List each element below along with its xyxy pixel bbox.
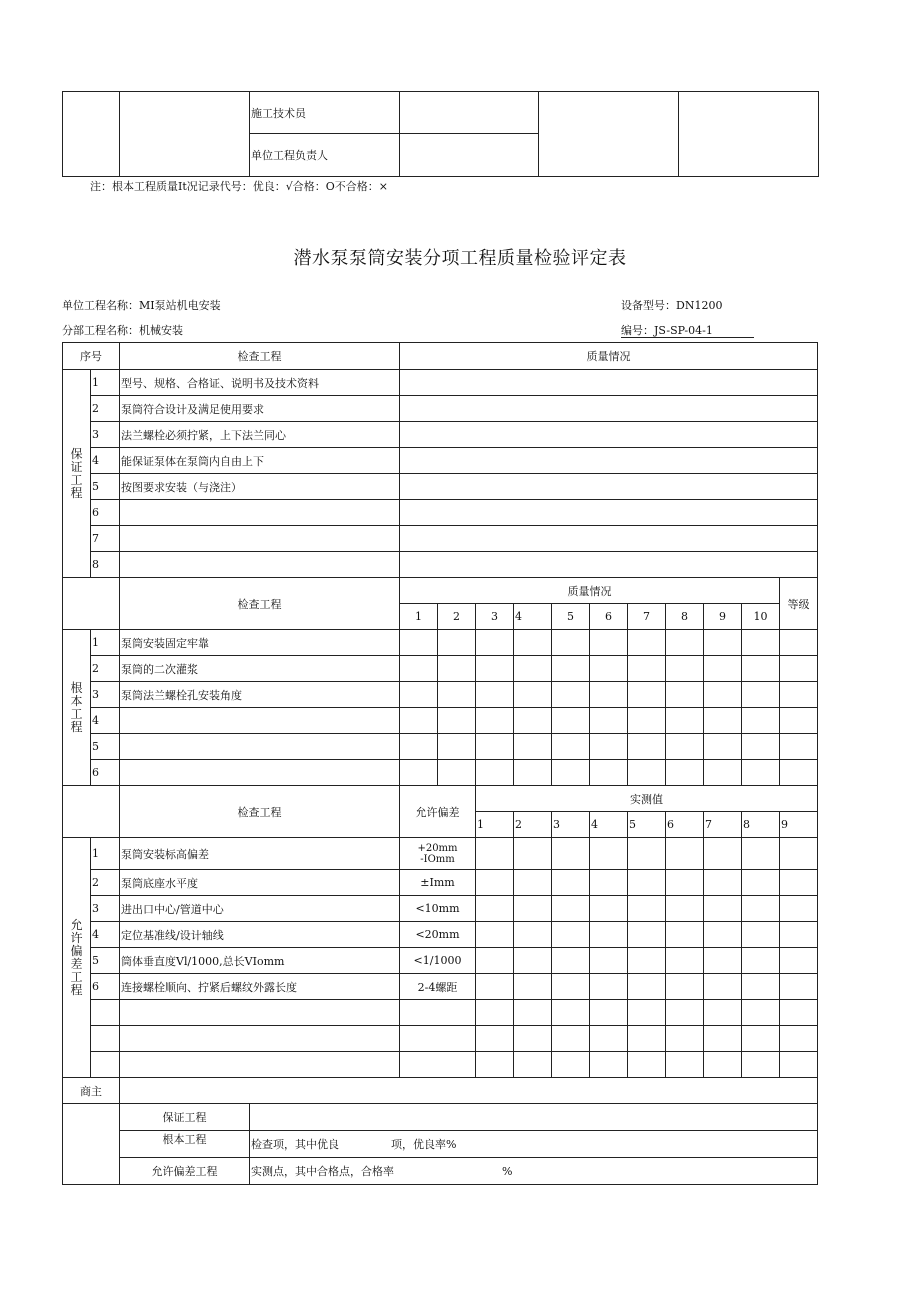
equipment-model: 设备型号：DN1200: [621, 299, 723, 312]
top-blank-cell: [120, 92, 250, 177]
basic-row-number: 6: [91, 760, 120, 786]
basic-col-number: 10: [742, 604, 780, 630]
guarantee-row-quality: [400, 396, 818, 422]
tol-row-number: [91, 1052, 120, 1078]
basic-col-number: 6: [590, 604, 628, 630]
tol-row-allowed: <1/1000: [400, 948, 476, 974]
tol-row-number: 5: [91, 948, 120, 974]
guarantee-row-quality: [400, 526, 818, 552]
check-item-header: 检查工程: [120, 343, 400, 370]
summary-blank: [120, 1078, 818, 1104]
basic-col-number: 8: [666, 604, 704, 630]
tol-row-allowed: 2-4螺距: [400, 974, 476, 1000]
tol-row-allowed: +20mm -IOmm: [400, 838, 476, 870]
tol-row-allowed: <20mm: [400, 922, 476, 948]
tol-col-number: 1: [476, 812, 514, 838]
guarantee-row-quality: [400, 448, 818, 474]
tol-row-number: 6: [91, 974, 120, 1000]
tol-measured-header: 实测值: [476, 786, 818, 812]
note-text: 注：根本工程质量It况记录代号：优良：√合格：O不合格：×: [90, 180, 389, 193]
basic-row-item: 泵筒的二次灌浆: [120, 656, 400, 682]
guarantee-row-item: [120, 552, 400, 578]
tol-row-allowed: ±Imm: [400, 870, 476, 896]
tol-row-number: [91, 1000, 120, 1026]
basic-quality-header: 质量情况: [400, 578, 780, 604]
summary-guarantee-label: 保证工程: [120, 1104, 250, 1131]
guarantee-row-quality: [400, 552, 818, 578]
guarantee-row-quality: [400, 500, 818, 526]
top-blank-cell: [63, 92, 120, 177]
guarantee-group-label: 保 证 工 程: [63, 370, 91, 578]
tol-row-allowed: <10mm: [400, 896, 476, 922]
unit-manager-label: 单位工程负责人: [250, 134, 400, 177]
tol-col-number: 7: [704, 812, 742, 838]
basic-col-number: 4: [514, 604, 552, 630]
summary-basic-label: 根本工程: [120, 1131, 250, 1158]
tol-col-number: 6: [666, 812, 704, 838]
basic-row-item: [120, 734, 400, 760]
tol-col-number: 9: [780, 812, 818, 838]
guarantee-row-number: 8: [91, 552, 120, 578]
tol-row-allowed: [400, 1052, 476, 1078]
basic-row-item: 泵筒法兰螺栓孔安装角度: [120, 682, 400, 708]
tol-col-number: 8: [742, 812, 780, 838]
grade-header: 等级: [780, 578, 818, 630]
tol-row-item: [120, 1000, 400, 1026]
summary-label: 商主: [63, 1078, 120, 1104]
sub-project-name: 分部工程名称：机械安装: [62, 324, 183, 337]
guarantee-row-item: 泵筒符合设计及满足使用要求: [120, 396, 400, 422]
basic-col-number: 3: [476, 604, 514, 630]
basic-row-number: 4: [91, 708, 120, 734]
basic-row-item: [120, 760, 400, 786]
tol-row-number: [91, 1026, 120, 1052]
summary-tolerance-label: 允许偏差工程: [120, 1158, 250, 1185]
tol-row-number: 1: [91, 838, 120, 870]
summary-left-blank: [63, 1104, 120, 1185]
basic-group-label: 根 本 工 程: [63, 630, 91, 786]
unit-manager-value: [400, 134, 539, 177]
seq-header: 序号: [63, 343, 120, 370]
tol-row-item: 连接螺栓顺向、拧紧后螺纹外露长度: [120, 974, 400, 1000]
summary-guarantee-value: [250, 1104, 818, 1131]
guarantee-row-number: 7: [91, 526, 120, 552]
tol-row-allowed: [400, 1000, 476, 1026]
guarantee-row-item: [120, 526, 400, 552]
quality-header: 质量情况: [400, 343, 818, 370]
tech-staff-label: 施工技术员: [250, 92, 400, 134]
guarantee-row-quality: [400, 370, 818, 396]
tol-row-number: 3: [91, 896, 120, 922]
tol-allowed-header: 允许偏差: [400, 786, 476, 838]
basic-row-number: 5: [91, 734, 120, 760]
tol-row-item: 泵筒安装标高偏差: [120, 838, 400, 870]
guarantee-row-number: 2: [91, 396, 120, 422]
tol-col-number: 3: [552, 812, 590, 838]
tol-row-number: 4: [91, 922, 120, 948]
guarantee-row-item: 法兰螺栓必须拧紧，上下法兰同心: [120, 422, 400, 448]
basic-row-item: 泵筒安装固定牢靠: [120, 630, 400, 656]
top-signature-table: [62, 91, 819, 177]
tol-row-item: 定位基准线/设计轴线: [120, 922, 400, 948]
summary-basic-value: 检查项，其中优良 项，优良率%: [250, 1131, 818, 1158]
guarantee-row-item: [120, 500, 400, 526]
guarantee-row-number: 4: [91, 448, 120, 474]
tol-col-number: 4: [590, 812, 628, 838]
guarantee-row-number: 1: [91, 370, 120, 396]
tol-row-item: 进出口中心/管道中心: [120, 896, 400, 922]
tol-row-allowed: [400, 1026, 476, 1052]
tol-col-number: 5: [628, 812, 666, 838]
basic-col-number: 1: [400, 604, 438, 630]
basic-col-number: 2: [438, 604, 476, 630]
basic-col-number: 5: [552, 604, 590, 630]
tol-row-item: 筒体垂直度Vl/1000,总长VIomm: [120, 948, 400, 974]
tol-row-item: 泵筒底座水平度: [120, 870, 400, 896]
guarantee-row-item: 能保证泵体在泵筒内自由上下: [120, 448, 400, 474]
basic-row-number: 2: [91, 656, 120, 682]
serial-underline: [621, 337, 754, 338]
tol-check-header: 检查工程: [120, 786, 400, 838]
tech-staff-value: [400, 92, 539, 134]
basic-check-header: 检查工程: [120, 578, 400, 630]
page-title: 潜水泵泵筒安装分项工程质量检验评定表: [293, 248, 627, 269]
summary-tolerance-value: 实测点，其中合格点，合格率 %: [250, 1158, 818, 1185]
basic-row-item: [120, 708, 400, 734]
guarantee-row-quality: [400, 422, 818, 448]
top-blank-cell: [539, 92, 679, 177]
basic-row-number: 1: [91, 630, 120, 656]
guarantee-row-item: 按图要求安装（与浇注）: [120, 474, 400, 500]
guarantee-row-quality: [400, 474, 818, 500]
basic-header-blank: [63, 578, 120, 630]
basic-col-number: 9: [704, 604, 742, 630]
unit-project-name: 单位工程名称：MI泵站机电安装: [62, 299, 221, 312]
guarantee-row-number: 3: [91, 422, 120, 448]
tol-header-blank: [63, 786, 120, 838]
top-blank-cell: [679, 92, 819, 177]
tol-row-number: 2: [91, 870, 120, 896]
guarantee-row-number: 5: [91, 474, 120, 500]
tol-col-number: 2: [514, 812, 552, 838]
tol-row-item: [120, 1026, 400, 1052]
serial-number: 编号：JS-SP-04-1: [621, 324, 713, 337]
basic-col-number: 7: [628, 604, 666, 630]
tol-row-item: [120, 1052, 400, 1078]
guarantee-row-item: 型号、规格、合格证、说明书及技术资料: [120, 370, 400, 396]
guarantee-row-number: 6: [91, 500, 120, 526]
tolerance-group-label: 允 许 偏 差 工 程: [63, 838, 91, 1078]
basic-row-number: 3: [91, 682, 120, 708]
main-inspection-table: [62, 342, 818, 1185]
